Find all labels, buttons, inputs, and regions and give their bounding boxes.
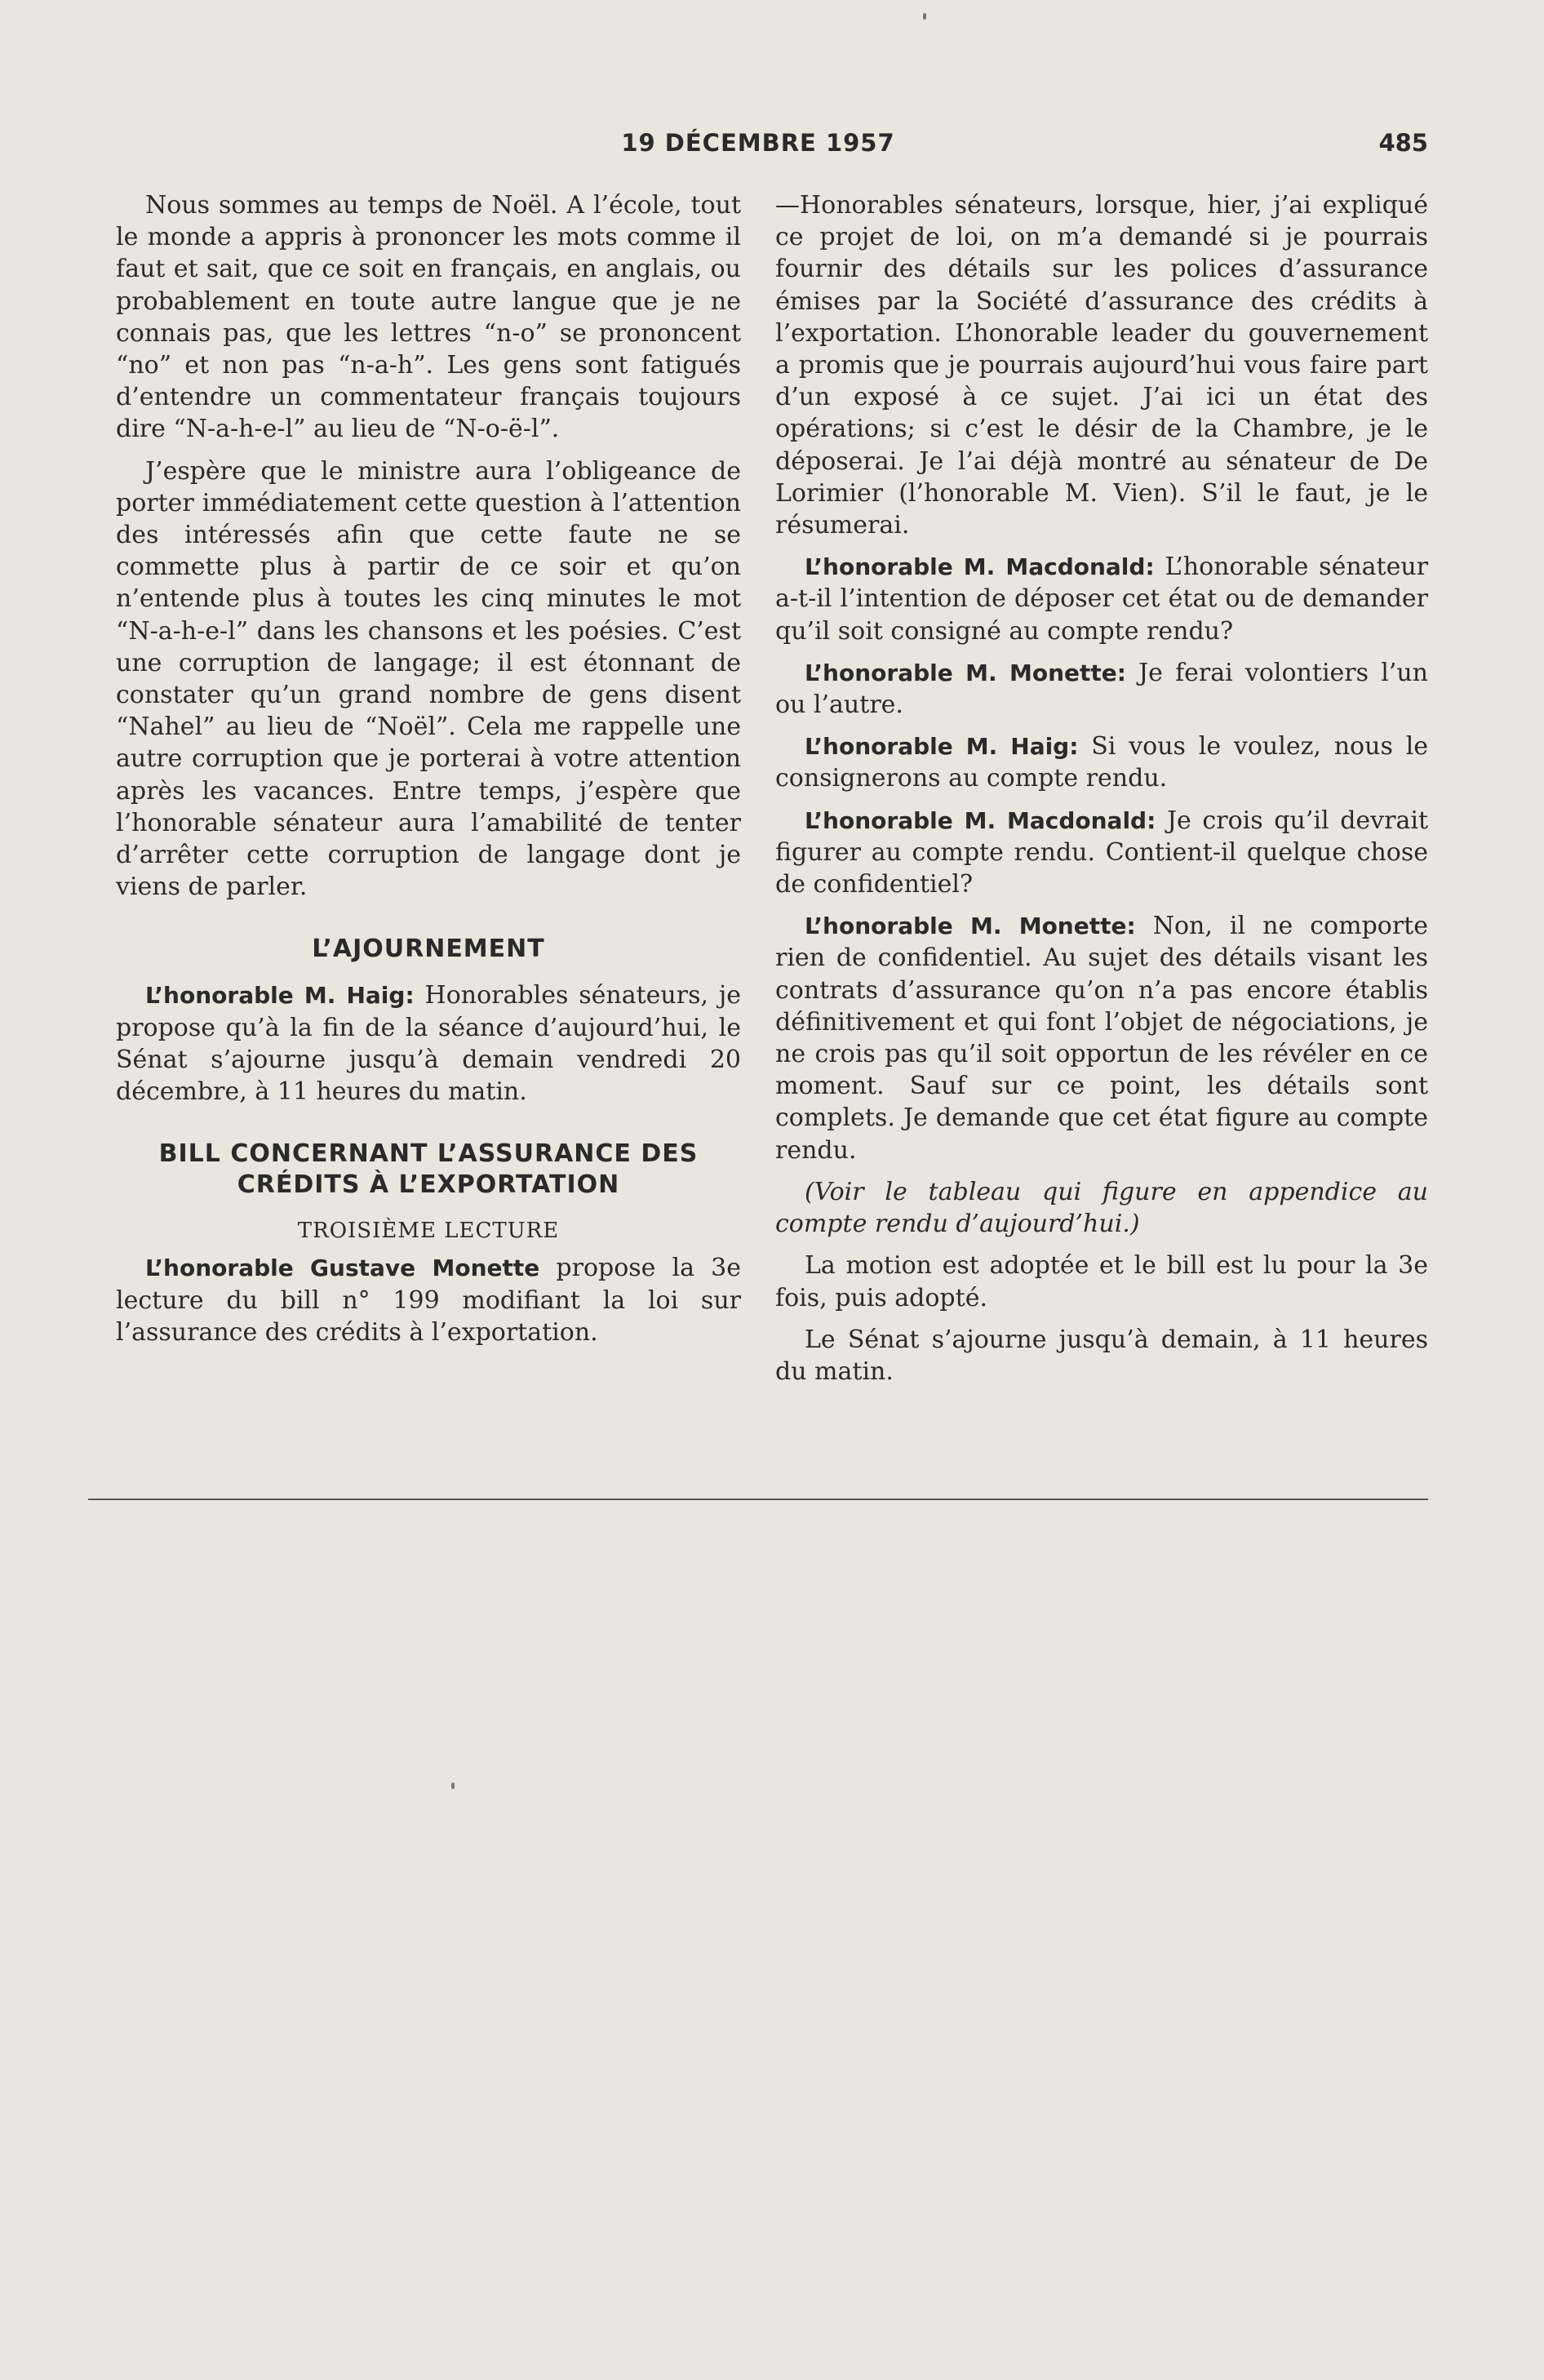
speaker-name: L’honorable M. Macdonald: — [805, 553, 1155, 581]
speech-paragraph — [775, 730, 1428, 794]
speech-text: Non, il ne comporte rien de confidentiel. Au sujet des détails visant les contrats d’assurance qu’on n’a pas encore établis définitivement et qui font l’objet de négociations, je ne crois pas qu’il soit opportun de les révéler en ce moment. Sauf sur ce point, les détails sont complets. Je demande que cet état figure au compte rendu. — [775, 912, 1428, 1165]
speaker-name: L’honorable M. Monette: — [805, 912, 1136, 940]
speaker-name: L’honorable M. Macdonald: — [805, 806, 1156, 834]
scan-speck — [451, 1783, 455, 1789]
speech-paragraph — [775, 910, 1428, 1166]
page-date: 19 DÉCEMBRE 1957 — [621, 129, 895, 157]
scan-speck — [923, 13, 926, 20]
speech-text: Je crois qu’il devrait figurer au compte rendu. Contient-il quelque chose de confidentiel? — [775, 806, 1429, 899]
page-number: 485 — [1378, 129, 1428, 157]
speech-text: L’honorable sénateur a-t-il l’intention de déposer cet état ou de demander qu’il soit consigné au compte rendu? — [775, 553, 1428, 646]
speech-paragraph — [775, 551, 1428, 647]
speaker-name: L’honorable M. Haig: — [805, 733, 1079, 761]
right-column — [775, 189, 1428, 1397]
speaker-name: L’honorable Gustave Monette — [145, 1254, 540, 1282]
section-heading-line: CRÉDITS À L’EXPORTATION — [237, 1170, 620, 1200]
section-heading-adjournment: L’AJOURNEMENT — [312, 935, 545, 964]
subheading-third-reading: TROISIÈME LECTURE — [297, 1219, 560, 1244]
left-column — [116, 189, 741, 1358]
speech-paragraph — [775, 805, 1428, 901]
page-header — [88, 129, 1428, 168]
speech-paragraph — [775, 657, 1428, 721]
italic-note: (Voir le tableau qui figure en appendice au compte rendu d’aujourd’hui.) — [775, 1177, 1428, 1239]
speech-text: Je ferai volontiers l’un ou l’autre. — [775, 658, 1428, 720]
paragraph: J’espère que le ministre aura l’obligeance de porter immédiatement cette question à l’attention des intéressés afin que cette faute ne se commette plus à partir de ce soir et qu’on n’entende plus à toutes les cinq minutes le mot “N-a-h-e-l” dans les chansons et les poésies. C’est une corruption de langage; il est étonnant de constater qu’un grand nombre de gens disent “Nahel” au lieu de “Noël”. Cela me rappelle une autre corruption que je porterai à votre attention après les vacances. Entre temps, j’espère que l’honorable sénateur aura l’amabilité de tenter d’arrêter cette corruption de langage dont je viens de parler. — [116, 456, 741, 902]
paragraph: Nous sommes au temps de Noël. A l’école, tout le monde a appris à prononcer les mots comme il faut et sait, que ce soit en français, en anglais, ou probablement en toute autre langue que je ne connais pas, que les lettres “n-o” se prononcent “no” et non pas “n-a-h”. Les gens sont fatigués d’entendre un commentateur français toujours dire “N-a-h-e-l” au lieu de “N-o-ë-l”. — [116, 191, 741, 444]
speech-paragraph — [116, 979, 741, 1108]
speech-text: Si vous le voulez, nous le consignerons au compte rendu. — [775, 732, 1428, 793]
section-heading-bill — [116, 1139, 741, 1201]
speech-text: Honorables sénateurs, je propose qu’à la fin de la séance d’aujourd’hui, le Sénat s’ajourne jusqu’à demain vendredi 20 décembre, à 11 heures du matin. — [116, 981, 741, 1107]
section-divider — [88, 1499, 1428, 1500]
paragraph: —Honorables sénateurs, lorsque, hier, j’ai expliqué ce projet de loi, on m’a demandé si je pourrais fournir des détails sur les polices d’assurance émises par la Société d’assurance des crédits à l’exportation. L’honorable leader du gouvernement a promis que je pourrais aujourd’hui vous faire part d’un exposé à ce sujet. J’ai ici un état des opérations; si c’est le désir de la Chambre, je le déposerai. Je l’ai déjà montré au sénateur de De Lorimier (l’honorable M. Vien). S’il le faut, je le résumerai. — [775, 191, 1428, 540]
section-heading-line: BILL CONCERNANT L’ASSURANCE DES — [158, 1139, 699, 1169]
paragraph: La motion est adoptée et le bill est lu pour la 3e fois, puis adopté. — [775, 1251, 1428, 1312]
paragraph: Le Sénat s’ajourne jusqu’à demain, à 11 heures du matin. — [775, 1325, 1428, 1386]
speaker-name: L’honorable M. Haig: — [145, 982, 415, 1010]
speech-text: propose la 3e lecture du bill n° 199 modifiant la loi sur l’assurance des crédits à l’exportation. — [116, 1254, 741, 1347]
speech-paragraph — [116, 1252, 741, 1348]
speaker-name: L’honorable M. Monette: — [805, 659, 1126, 686]
